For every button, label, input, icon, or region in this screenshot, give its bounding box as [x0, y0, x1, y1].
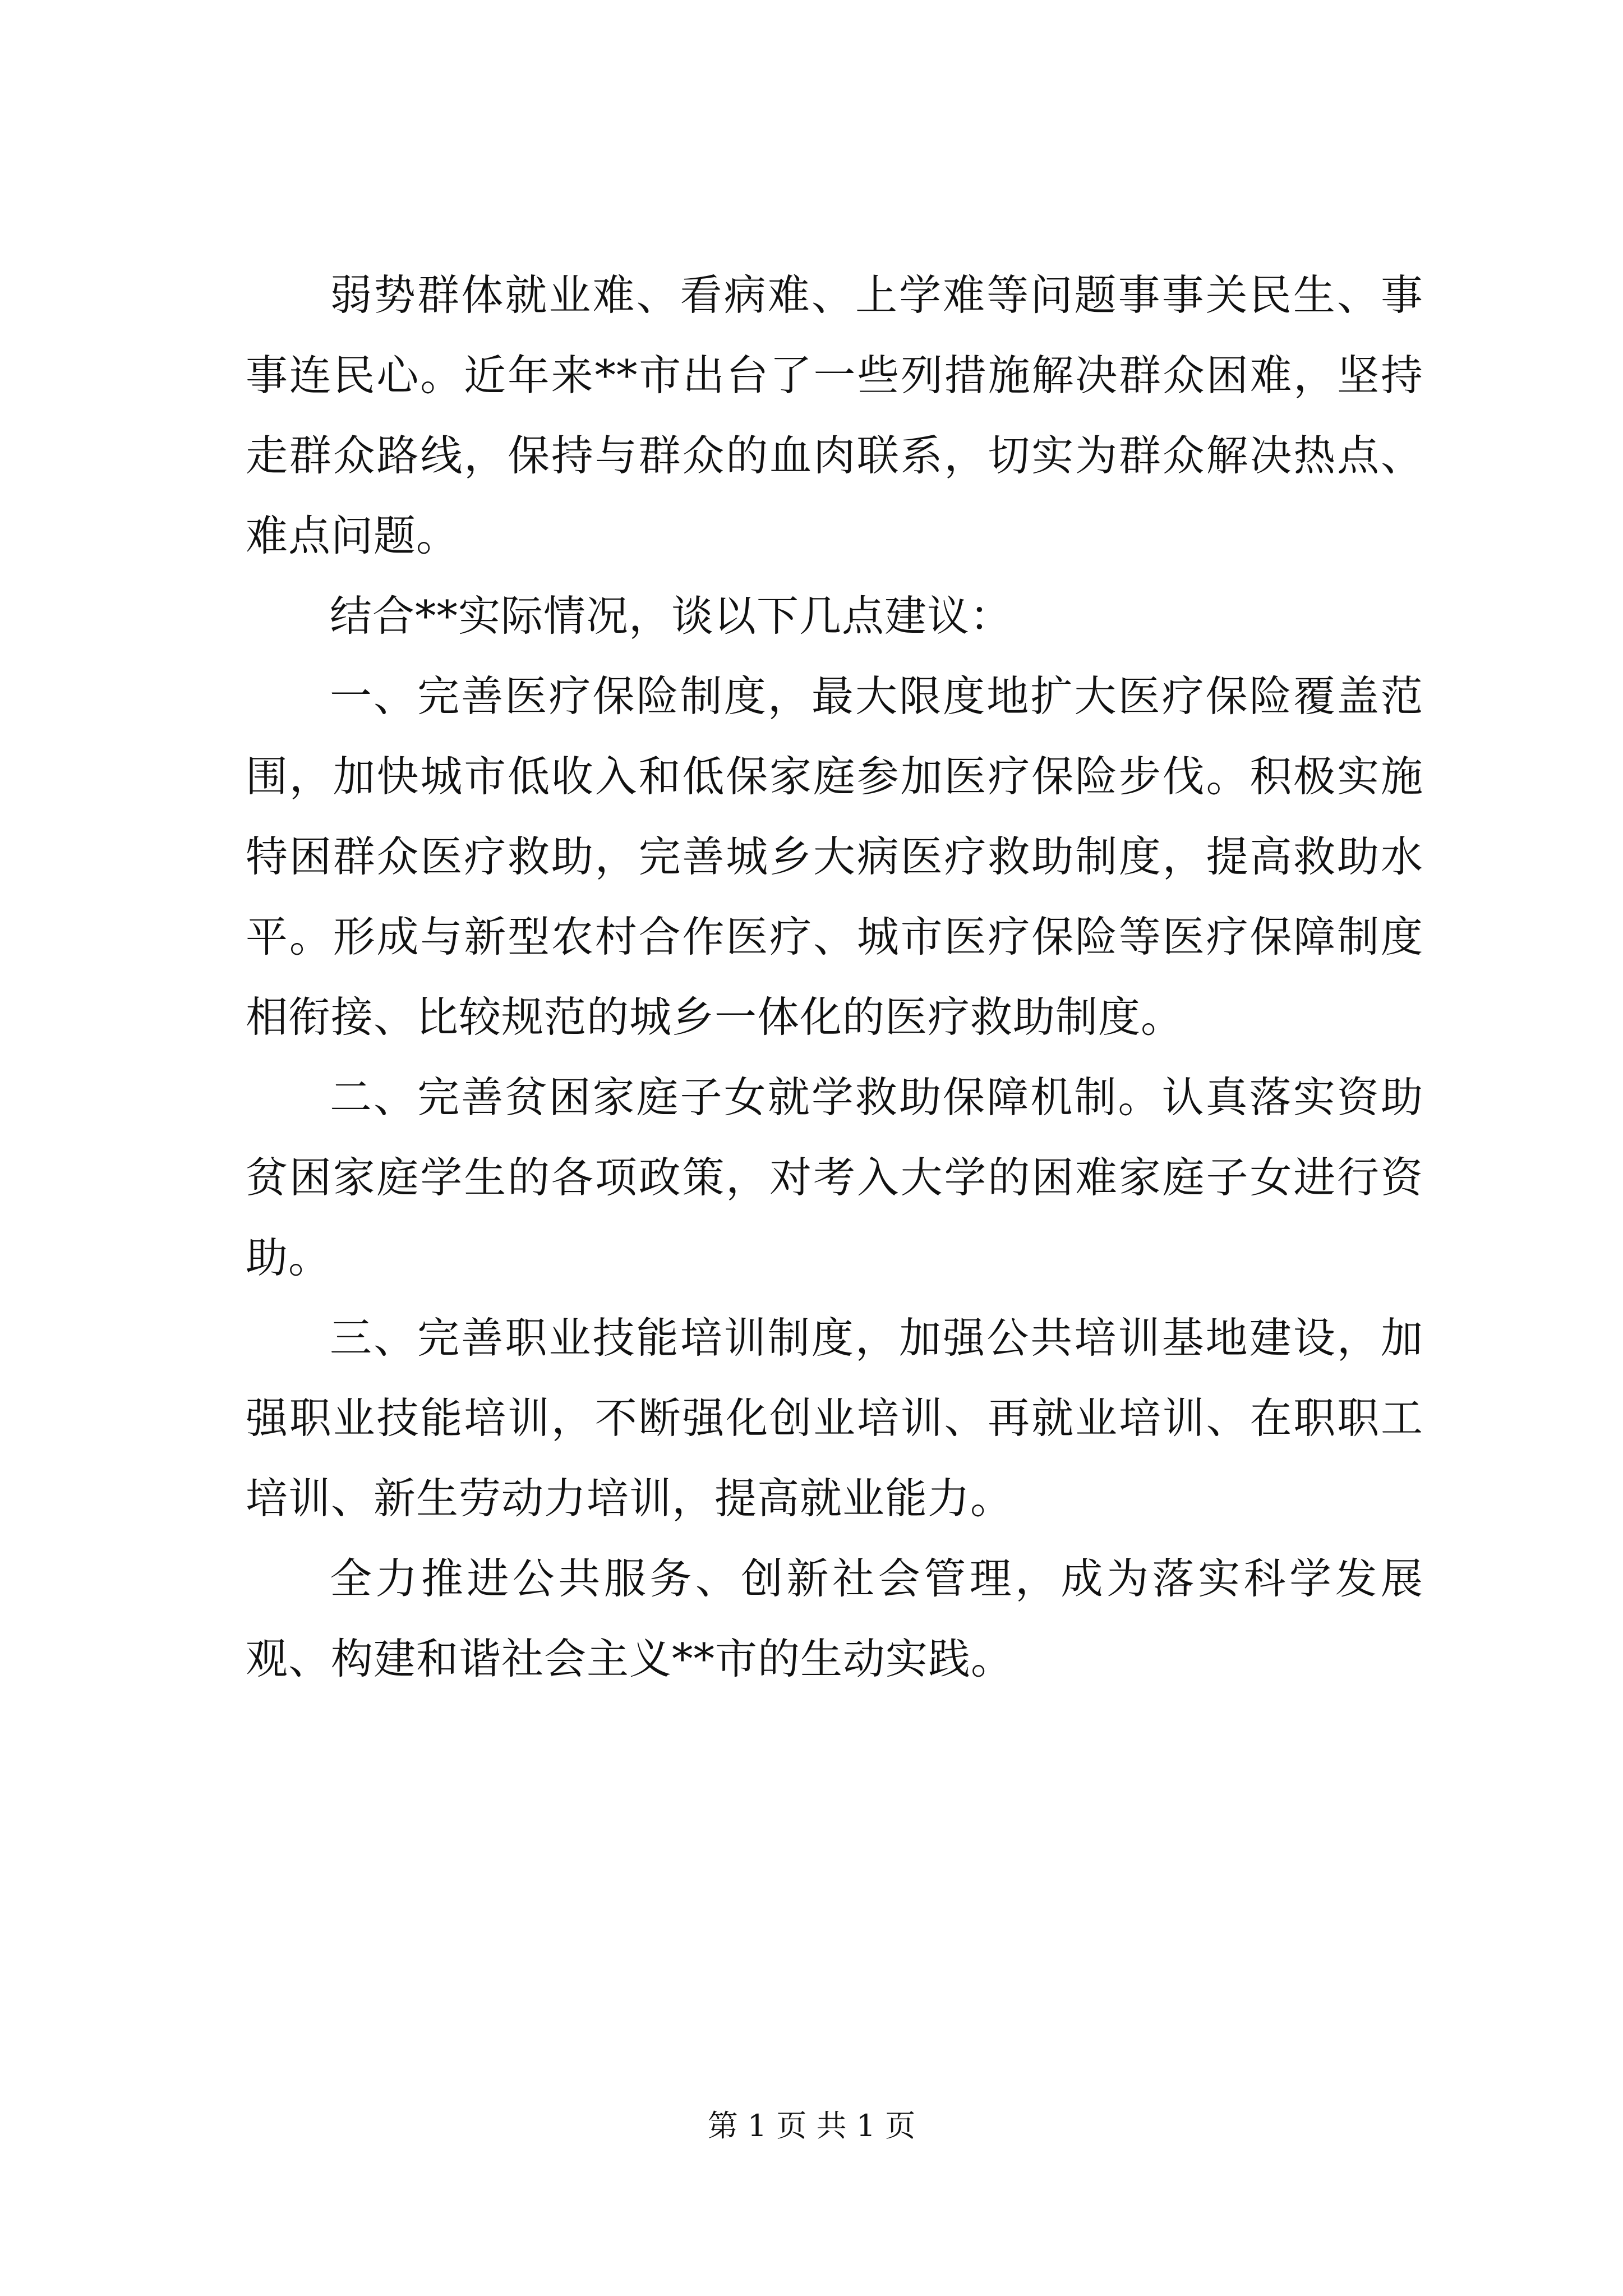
intro-paragraph: 弱势群体就业难、看病难、上学难等问题事事关民生、事事连民心。近年来**市出台了一些列措施解决群众困难，坚持走群众路线，保持与群众的血肉联系，切实为群众解决热点、难点问题。 — [246, 270, 1423, 560]
suggestion-education-aid-paragraph: 二、完善贫困家庭子女就学救助保障机制。认真落实资助贫困家庭学生的各项政策，对考入大学的困难家庭子女进行资助。 — [246, 1073, 1423, 1282]
suggestion-vocational-training-paragraph: 三、完善职业技能培训制度，加强公共培训基地建设，加强职业技能培训，不断强化创业培训、再就业培训、在职职工培训、新生劳动力培训，提高就业能力。 — [246, 1313, 1423, 1523]
conclusion-paragraph: 全力推进公共服务、创新社会管理，成为落实科学发展观、构建和谐社会主义**市的生动实践。 — [246, 1554, 1423, 1683]
document-body — [246, 255, 1423, 1699]
suggestions-lead-paragraph: 结合**实际情况，谈以下几点建议： — [330, 591, 1013, 641]
page-number-footer: 第 1 页 共 1 页 — [707, 2108, 916, 2143]
suggestion-medical-insurance-paragraph: 一、完善医疗保险制度，最大限度地扩大医疗保险覆盖范围，加快城市低收入和低保家庭参加医疗保险步伐。积极实施特困群众医疗救助，完善城乡大病医疗救助制度，提高救助水平。形成与新型农村合作医疗、城市医疗保险等医疗保障制度相衔接、比较规范的城乡一体化的医疗救助制度。 — [246, 671, 1423, 1042]
